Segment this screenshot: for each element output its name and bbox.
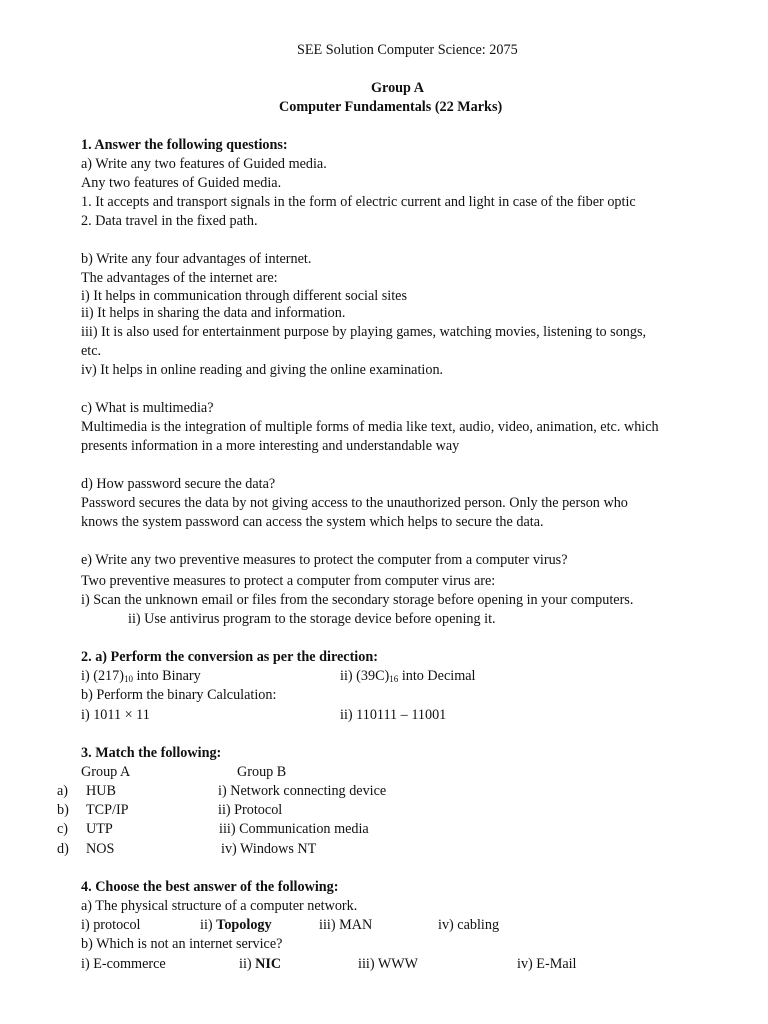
q1b-point: iv) It helps in online reading and giving the online examination. [81, 362, 444, 378]
q3-heading: 3. Match the following: [81, 745, 222, 761]
q3-column-b-header: Group B [237, 764, 287, 780]
q4b-option-2 [239, 955, 281, 974]
q2-conversion-2-prefix: ii) (39C) [340, 668, 390, 684]
group-subtitle: Computer Fundamentals (22 Marks) [279, 99, 503, 115]
q4a-question: a) The physical structure of a computer network. [81, 898, 358, 914]
q2-conversion-2-suffix: into Decimal [398, 668, 476, 684]
q3-row-letter: c) [57, 821, 69, 837]
q1e-intro: Two preventive measures to protect a computer from computer virus are: [81, 573, 496, 589]
q1a-question: a) Write any two features of Guided media. [81, 156, 327, 172]
q2-conversion-1-prefix: i) (217) [81, 668, 124, 684]
q3-column-a-header: Group A [81, 764, 131, 780]
q1b-point: etc. [81, 343, 102, 359]
q1-heading: 1. Answer the following questions: [81, 137, 288, 153]
q1b-question: b) Write any four advantages of internet. [81, 251, 312, 267]
q4b-option-2-number: ii) [239, 956, 256, 972]
q1d-answer-line: Password secures the data by not giving access to the unauthorized person. Only the person who [81, 495, 628, 511]
q4a-option-4: iv) cabling [438, 917, 500, 933]
q4a-option-2 [200, 916, 272, 935]
q2-conversion-1 [81, 667, 201, 686]
q1d-answer-line: knows the system password can access the system which helps to secure the data. [81, 514, 544, 530]
q3-row-letter: d) [57, 841, 69, 857]
q1b-point: iii) It is also used for entertainment purpose by playing games, watching movies, listening to songs, [81, 324, 647, 340]
q2b-question: b) Perform the binary Calculation: [81, 687, 277, 703]
q3-row-group-b: i) Network connecting device [218, 783, 387, 799]
q2-conversion-2-base: 16 [389, 674, 399, 684]
q4b-option-1: i) E-commerce [81, 956, 166, 972]
q1d-question: d) How password secure the data? [81, 476, 276, 492]
q1b-intro: The advantages of the internet are: [81, 270, 278, 286]
q4b-option-3: iii) WWW [358, 956, 419, 972]
q4b-correct-answer: NIC [255, 956, 282, 972]
q2-conversion-1-suffix: into Binary [132, 668, 201, 684]
q3-row-group-a: HUB [86, 783, 116, 799]
q4a-option-1: i) protocol [81, 917, 141, 933]
q1c-answer-line: presents information in a more interesting and understandable way [81, 438, 460, 454]
q3-row-group-b: iii) Communication media [219, 821, 369, 837]
q3-row-group-a: NOS [86, 841, 115, 857]
q3-row-letter: a) [57, 783, 69, 799]
q1e-point: i) Scan the unknown email or files from the secondary storage before opening in your computers. [81, 592, 634, 608]
q2b-calc-2: ii) 110111 – 11001 [340, 707, 447, 723]
q1b-point: i) It helps in communication through different social sites [81, 288, 407, 304]
q4a-correct-answer: Topology [216, 917, 272, 933]
q2-conversion-2 [340, 667, 476, 686]
q1e-point: ii) Use antivirus program to the storage device before opening it. [128, 611, 496, 627]
q1a-point: 2. Data travel in the fixed path. [81, 213, 258, 229]
q3-row-group-a: UTP [86, 821, 113, 837]
q3-row-letter: b) [57, 802, 69, 818]
q1e-question: e) Write any two preventive measures to protect the computer from a computer virus? [81, 552, 568, 568]
q1a-point: 1. It accepts and transport signals in the form of electric current and light in case of the fiber optic [81, 194, 636, 210]
q1a-intro: Any two features of Guided media. [81, 175, 282, 191]
q4a-option-3: iii) MAN [319, 917, 373, 933]
q4a-option-2-number: ii) [200, 917, 217, 933]
q2b-calc-1: i) 1011 × 11 [81, 707, 150, 723]
q2-conversion-1-base: 10 [123, 674, 133, 684]
q4b-option-4: iv) E-Mail [517, 956, 577, 972]
q1c-answer-line: Multimedia is the integration of multiple forms of media like text, audio, video, animation, etc. which [81, 419, 659, 435]
q3-row-group-b: ii) Protocol [218, 802, 283, 818]
q1c-question: c) What is multimedia? [81, 400, 214, 416]
q3-row-group-b: iv) Windows NT [221, 841, 317, 857]
page-header-title: SEE Solution Computer Science: 2075 [297, 42, 518, 58]
q1b-point: ii) It helps in sharing the data and information. [81, 305, 346, 321]
q2-heading: 2. a) Perform the conversion as per the direction: [81, 649, 378, 665]
q4-heading: 4. Choose the best answer of the following: [81, 879, 339, 895]
q3-row-group-a: TCP/IP [86, 802, 129, 818]
q4b-question: b) Which is not an internet service? [81, 936, 283, 952]
group-title: Group A [371, 80, 424, 96]
